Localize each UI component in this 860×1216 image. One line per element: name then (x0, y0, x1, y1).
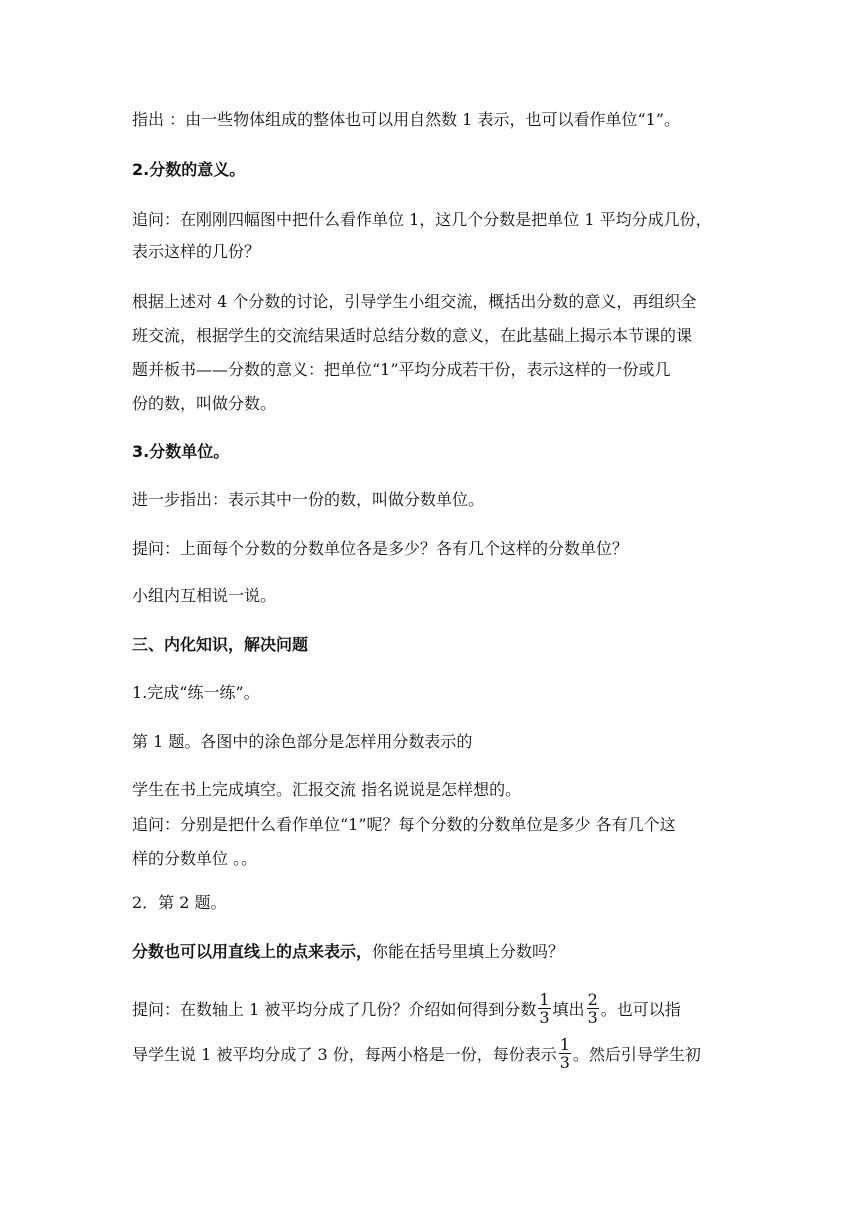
paragraph-line (132, 942, 732, 962)
fraction (538, 991, 550, 1026)
paragraph-line: 指出 ：由一些物体组成的整体也可以用自然数 1 表示，也可以看作单位“1”。 (132, 110, 680, 129)
section-heading: 三、内化知识，解决问题 (132, 635, 309, 654)
fraction-numerator: 2 (587, 990, 598, 1009)
section-heading: 2.分数的意义。 (132, 160, 246, 179)
fraction (587, 991, 599, 1026)
fraction-numerator: 1 (559, 1035, 570, 1054)
plain-text: 你能在括号里填上分数吗？ (372, 942, 565, 961)
plain-text: 。然后引导学生初 (572, 1045, 701, 1064)
paragraph-line: 份的数，叫做分数。 (132, 394, 277, 413)
paragraph-line (132, 990, 732, 1028)
paragraph-line: 样的分数单位 。。 (132, 849, 258, 868)
fraction-denominator: 3 (559, 1053, 570, 1072)
fraction (559, 1036, 571, 1071)
paragraph-line: 追问：分别是把什么看作单位“1”呢？每个分数的分数单位是多少 各有几个这 (132, 815, 676, 834)
plain-text: 填出 (552, 1000, 585, 1019)
plain-text: 导学生说 1 被平均分成了 3 份，每两小格是一份，每份表示 (132, 1045, 557, 1064)
paragraph-line: 班交流，根据学生的交流结果适时总结分数的意义，在此基础上揭示本节课的课 (132, 326, 693, 345)
paragraph-line: 1.完成“练一练”。 (132, 683, 260, 702)
paragraph-line: 小组内互相说一说。 (132, 586, 277, 605)
paragraph-line: 进一步指出：表示其中一份的数，叫做分数单位。 (132, 490, 485, 509)
paragraph-line: 提问：上面每个分数的分数单位各是多少？各有几个这样的分数单位？ (132, 539, 629, 558)
section-heading: 3.分数单位。 (132, 442, 230, 461)
plain-text: 提问：在数轴上 1 被平均分成了几份？介绍如何得到分数 (132, 1000, 537, 1019)
paragraph-line: 第 1 题。各图中的涂色部分是怎样用分数表示的 (132, 732, 473, 751)
paragraph-line: 2．第 2 题。 (132, 893, 227, 912)
paragraph-line: 根据上述对 4 个分数的讨论，引导学生小组交流，概括出分数的意义，再组织全 (132, 292, 697, 311)
plain-text: 。也可以指 (600, 1000, 681, 1019)
paragraph-line: 表示这样的几份？ (132, 242, 261, 261)
fraction-numerator: 1 (539, 990, 550, 1009)
fraction-denominator: 3 (539, 1008, 550, 1027)
bold-text: 分数也可以用直线上的点来表示， (132, 942, 373, 961)
paragraph-line: 追问：在刚刚四幅图中把什么看作单位 1，这几个分数是把单位 1 平均分成几份， (132, 210, 712, 229)
fraction-denominator: 3 (587, 1008, 598, 1027)
paragraph-line: 题并板书——分数的意义：把单位“1”平均分成若干份，表示这样的一份或几 (132, 360, 671, 379)
paragraph-line (132, 1035, 732, 1073)
paragraph-line: 学生在书上完成填空。汇报交流 指名说说是怎样想的。 (132, 780, 522, 799)
